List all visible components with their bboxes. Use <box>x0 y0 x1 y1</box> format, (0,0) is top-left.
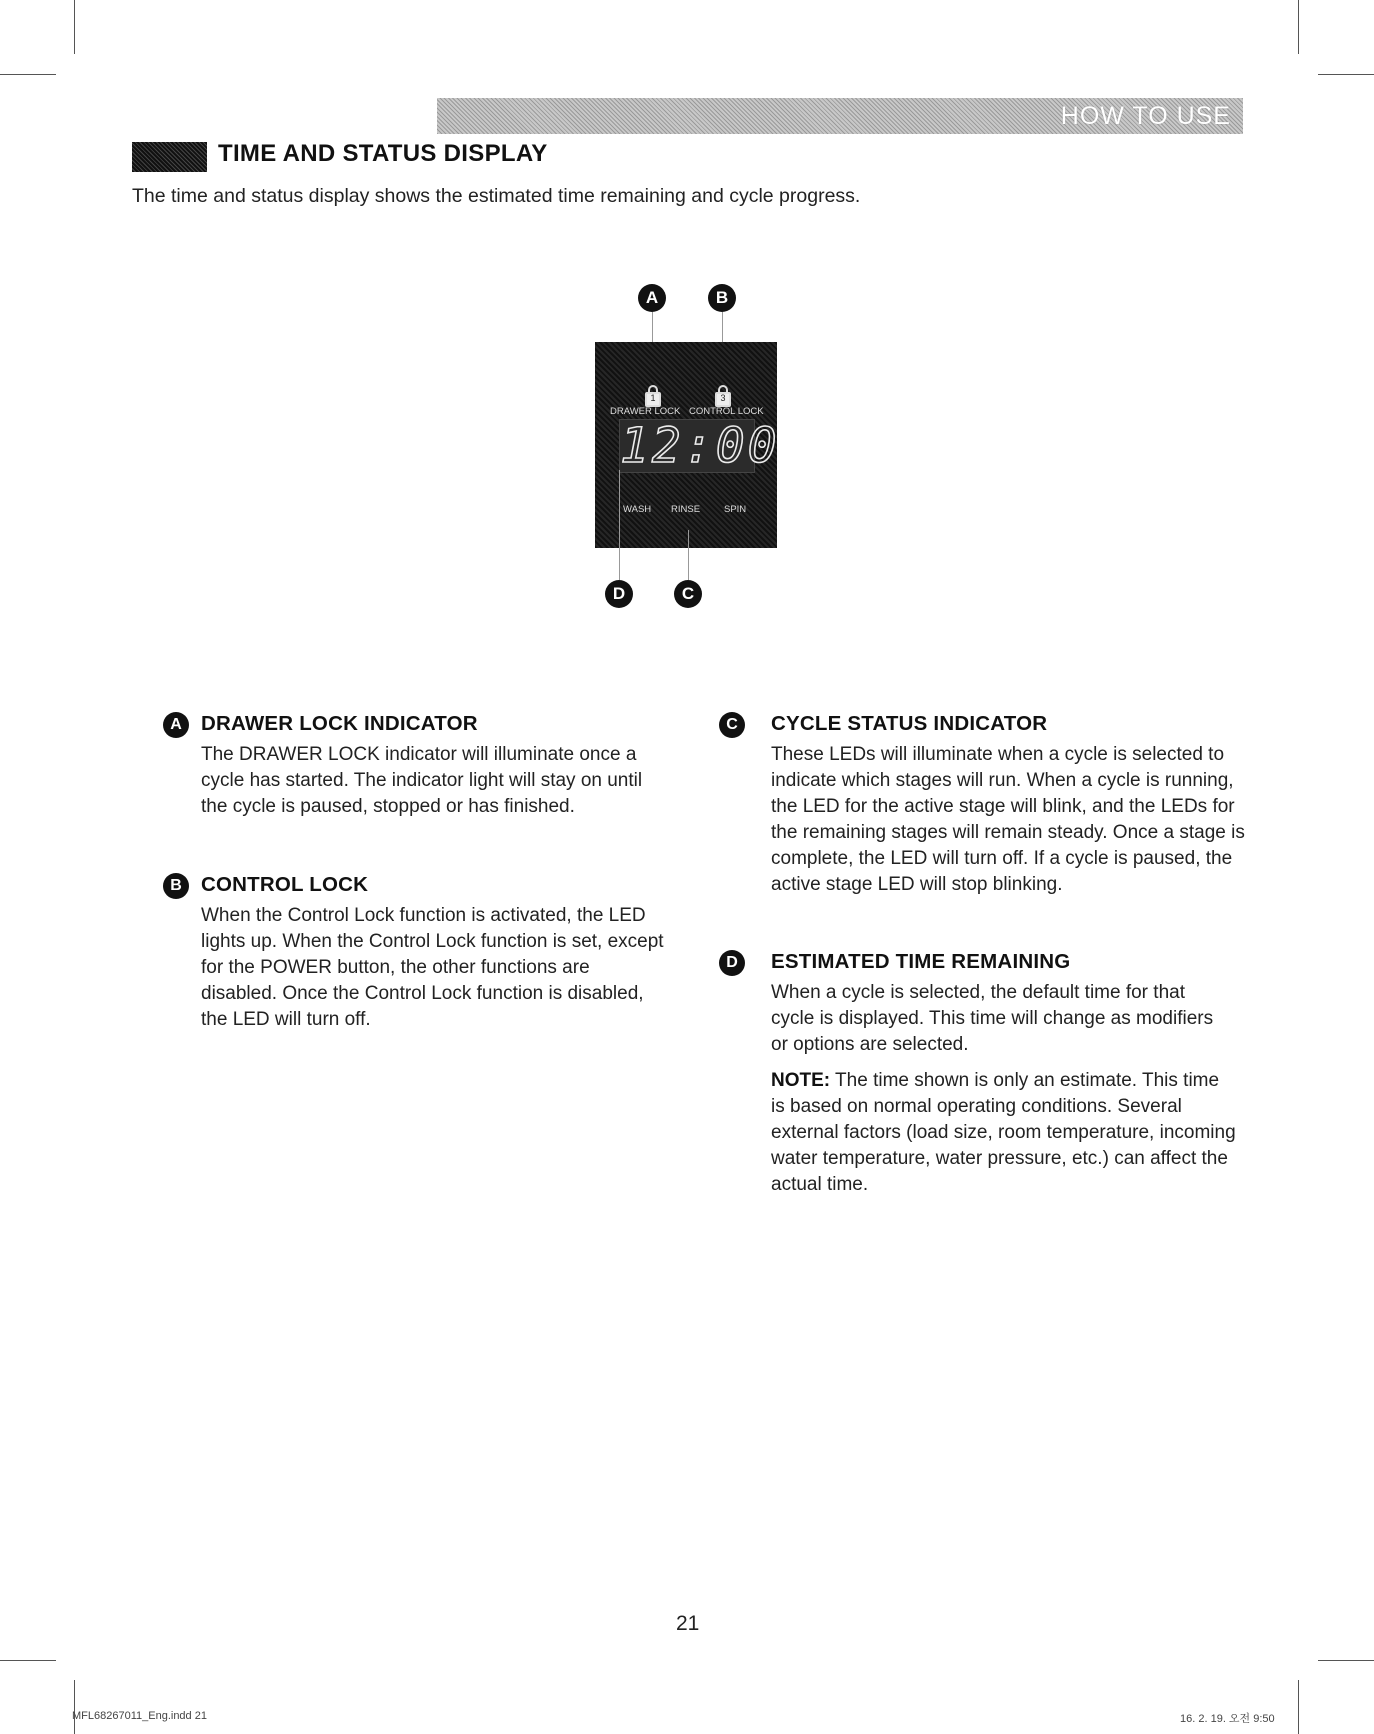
item-d-body: When a cycle is selected, the default time for that cycle is displayed. This time will change as modifiers or options are selected. <box>771 982 1214 1055</box>
item-d-title: ESTIMATED TIME REMAINING <box>771 950 1071 973</box>
crop-mark <box>74 0 75 54</box>
crop-mark <box>1318 1660 1374 1661</box>
footer-timestamp: 16. 2. 19. 오전 9:50 <box>1180 1713 1275 1725</box>
item-b-body: When the Control Lock function is activated, the LED lights up. When the Control Lock function is set, except for the POWER button, the other functions are disabled. Once the Control Lock function is disabled, the LED will turn off. <box>201 905 664 1030</box>
crop-mark <box>1298 0 1299 54</box>
callout-a: A <box>638 284 666 312</box>
drawer-lock-icon <box>645 392 661 407</box>
item-d-note <box>771 1068 1236 1198</box>
stage-rinse-label: RINSE <box>671 504 701 515</box>
control-lock-icon <box>715 392 731 407</box>
footer-file-info: MFL68267011_Eng.indd 21 <box>72 1710 207 1722</box>
item-a-badge: A <box>163 712 189 738</box>
crop-mark <box>0 74 56 75</box>
callout-line-c <box>688 530 689 580</box>
item-b-badge: B <box>163 873 189 899</box>
callout-line-d <box>619 470 620 580</box>
item-b-title: CONTROL LOCK <box>201 873 369 896</box>
drawer-lock-label: DRAWER LOCK <box>610 406 681 417</box>
section-header-label: HOW TO USE <box>1060 102 1231 130</box>
callout-b: B <box>708 284 736 312</box>
note-text: The time shown is only an estimate. This time is based on normal operating conditions. Several external factors (load size, room temperature, incoming water temperature, water pressure, etc.) can affect the actual time. <box>771 1070 1236 1195</box>
drawer-lock-number: 1 <box>650 393 656 403</box>
time-readout: 12:00 <box>620 418 780 474</box>
control-lock-label: CONTROL LOCK <box>689 406 764 417</box>
stage-spin-label: SPIN <box>724 504 747 515</box>
item-c-body: These LEDs will illuminate when a cycle is selected to indicate which stages will run. When a cycle is running, the LED for the active stage will blink, and the LEDs for the remaining stages will remain steady. Once a stage is complete, the LED will turn off. If a cycle is paused, the active stage LED will stop blinking. <box>771 744 1245 895</box>
item-c-title: CYCLE STATUS INDICATOR <box>771 712 1048 735</box>
stage-wash-label: WASH <box>623 504 652 515</box>
page-number: 21 <box>676 1612 700 1635</box>
callout-c: C <box>674 580 702 608</box>
status-display-panel <box>595 342 780 548</box>
crop-mark <box>1318 74 1374 75</box>
callout-d: D <box>605 580 633 608</box>
title-marker <box>132 142 207 172</box>
crop-mark <box>1298 1680 1299 1734</box>
crop-mark <box>0 1660 56 1661</box>
intro-text: The time and status display shows the estimated time remaining and cycle progress. <box>132 185 861 207</box>
note-label: NOTE: <box>771 1070 831 1091</box>
page-title: TIME AND STATUS DISPLAY <box>218 140 548 167</box>
item-c-badge: C <box>719 712 745 738</box>
section-header-band <box>437 98 1243 134</box>
time-screen <box>619 418 780 474</box>
item-a-title: DRAWER LOCK INDICATOR <box>201 712 478 735</box>
crop-mark <box>74 1680 75 1734</box>
control-lock-number: 3 <box>720 393 726 403</box>
item-a-body: The DRAWER LOCK indicator will illuminate once a cycle has started. The indicator light will stay on until the cycle is paused, stopped or has finished. <box>201 744 643 817</box>
item-d-badge: D <box>719 950 745 976</box>
